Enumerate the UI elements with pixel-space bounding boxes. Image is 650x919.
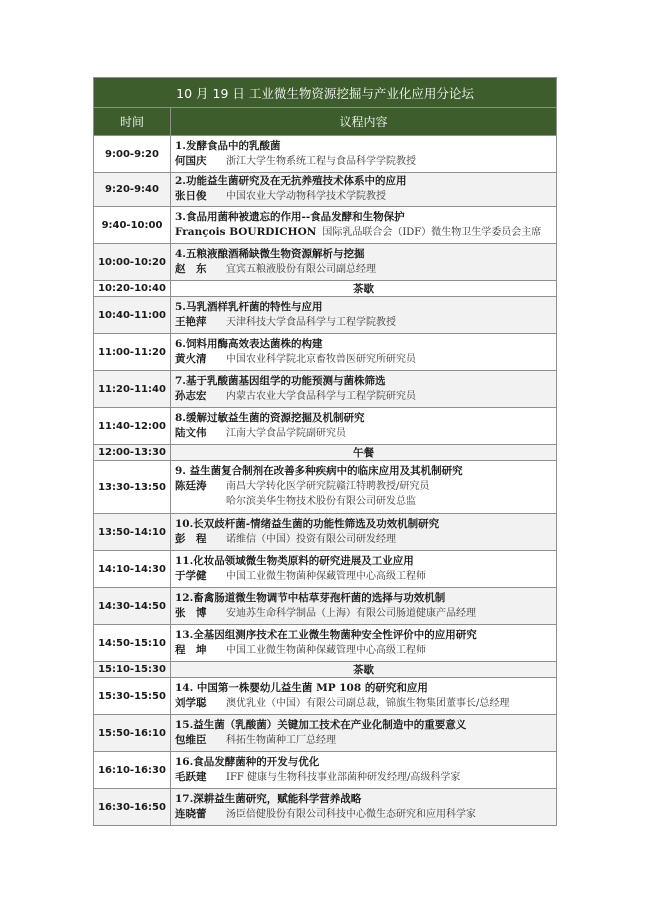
table-row [94,551,557,588]
agenda-table [93,77,557,826]
talk-title: 15.益生菌（乳酸菌）关键加工技术在产业化制造中的重要意义 [175,718,467,731]
speaker-affiliation: 天津科技大学食品科学与工程学院教授 [226,316,396,328]
talk-title: 1.发酵食品中的乳酸菌 [175,139,281,152]
speaker-affiliation: 内蒙古农业大学食品科学与工程学院研究员 [226,390,416,402]
talk-title: 12.畜禽肠道微生物调节中枯草芽孢杆菌的选择与功效机制 [175,591,446,604]
table-row [94,334,557,371]
time-cell: 15:10-15:30 [94,662,171,678]
talk-cell [171,588,557,625]
time-cell: 11:20-11:40 [94,371,171,408]
table-row [94,461,557,514]
speaker-affiliation: 中国农业大学动物科学技术学院教授 [226,191,386,202]
time-cell: 12:00-13:30 [94,445,171,461]
talk-cell [171,752,557,789]
speaker-affiliation: 安迪苏生命科学制品（上海）有限公司肠道健康产品经理 [226,607,476,619]
speaker-name: 孙志宏 [175,389,207,402]
talk-title: 16.食品发酵菌种的开发与优化 [175,755,320,768]
time-cell: 14:10-14:30 [94,551,171,588]
header-time: 时间 [94,108,171,136]
speaker-affiliation: 江南大学食品学院副研究员 [226,427,346,439]
talk-cell [171,136,557,173]
speaker-affiliation-2: 哈尔滨美华生物技术股份有限公司研发总监 [226,496,416,507]
agenda-body [94,78,557,826]
talk-title: 13.全基因组测序技术在工业微生物菌种安全性评价中的应用研究 [175,628,477,641]
talk-cell [171,715,557,752]
table-row [94,371,557,408]
talk-cell [171,551,557,588]
speaker-line [175,389,553,404]
talk-cell [171,207,557,244]
talk-cell [171,173,557,207]
talk-title: 6.饲料用酶高效表达菌株的构建 [175,337,323,350]
talk-title: 2.功能益生菌研究及在无抗养殖技术体系中的应用 [175,175,407,187]
table-row [94,244,557,281]
table-row [94,678,557,715]
speaker-name: 何国庆 [175,154,207,167]
time-cell: 16:10-16:30 [94,752,171,789]
talk-title: 11.化妆品领域微生物类原料的研究进展及工业应用 [175,554,414,567]
talk-title: 9. 益生菌复合制剂在改善多种疾病中的临床应用及其机制研究 [175,465,463,477]
table-row [94,588,557,625]
forum-title: 10 月 19 日 工业微生物资源挖掘与产业化应用分论坛 [94,78,557,108]
speaker-name: 包维臣 [175,733,207,746]
speaker-name: 陈廷涛 [175,480,207,492]
speaker-affiliation: 中国工业微生物菌种保藏管理中心高级工程师 [226,570,426,582]
talk-cell [171,371,557,408]
break-label: 茶歇 [171,662,557,678]
speaker-line [175,569,553,584]
speaker-affiliation: IFF 健康与生物科技事业部菌种研发经理/高级科学家 [226,771,461,783]
table-row [94,789,557,826]
time-cell: 14:50-15:10 [94,625,171,662]
time-cell: 9:20-9:40 [94,173,171,207]
speaker-line [175,225,553,240]
talk-cell [171,625,557,662]
speaker-line [175,426,553,441]
speaker-name: François BOURDICHON [175,225,317,238]
time-cell: 14:30-14:50 [94,588,171,625]
speaker-line [175,189,553,204]
talk-cell [171,297,557,334]
time-cell: 16:30-16:50 [94,789,171,826]
break-row [94,281,557,297]
speaker-affiliation: 国际乳品联合会（IDF）微生物卫生学委员会主席 [322,226,542,238]
talk-cell [171,789,557,826]
speaker-name: 王艳萍 [175,315,207,328]
time-cell: 10:00-10:20 [94,244,171,281]
speaker-name: 连晓蕾 [175,807,207,820]
talk-cell [171,408,557,445]
talk-cell [171,678,557,715]
header-content: 议程内容 [171,108,557,136]
time-cell: 9:40-10:00 [94,207,171,244]
speaker-name: 彭 程 [175,532,207,545]
talk-title: 5.马乳酒样乳杆菌的特性与应用 [175,300,323,313]
time-cell: 13:30-13:50 [94,461,171,514]
table-row [94,173,557,207]
speaker-line [175,262,553,277]
talk-title: 8.缓解过敏益生菌的资源挖掘及机制研究 [175,411,365,424]
table-row [94,752,557,789]
speaker-line [175,606,553,621]
speaker-line [175,532,553,547]
break-label: 茶歇 [171,281,557,297]
table-row [94,408,557,445]
speaker-affiliation: 汤臣倍健股份有限公司科技中心微生态研究和应用科学家 [226,808,476,820]
break-label: 午餐 [171,445,557,461]
talk-title: 14. 中国第一株婴幼儿益生菌 MP 108 的研究和应用 [175,681,428,694]
speaker-line [175,154,553,169]
speaker-line [175,733,553,748]
time-cell: 13:50-14:10 [94,514,171,551]
time-cell: 15:30-15:50 [94,678,171,715]
break-row [94,662,557,678]
speaker-line [175,696,553,711]
speaker-affiliation: 科拓生物菌种工厂总经理 [226,734,336,746]
time-cell: 10:40-11:00 [94,297,171,334]
speaker-name: 张 博 [175,606,207,619]
speaker-affiliation: 中国农业科学院北京畜牧兽医研究所研究员 [226,353,416,365]
speaker-affiliation: 南昌大学转化医学研究院赣江特聘教授/研究员 [226,481,430,492]
talk-title: 7.基于乳酸菌基因组学的功能预测与菌株筛选 [175,374,386,387]
talk-cell [171,244,557,281]
talk-cell [171,461,557,514]
speaker-name: 陆文伟 [175,426,207,439]
speaker-line [175,479,553,494]
speaker-affiliation: 浙江大学生物系统工程与食品科学学院教授 [226,155,416,167]
speaker-line [175,643,553,658]
table-row [94,715,557,752]
speaker-name: 于学健 [175,569,207,582]
talk-cell [171,334,557,371]
time-cell: 11:40-12:00 [94,408,171,445]
break-row [94,445,557,461]
talk-cell [171,514,557,551]
talk-title: 4.五粮液酿酒稀缺微生物资源解析与挖掘 [175,247,365,260]
forum-title-row [94,78,557,108]
time-cell: 10:20-10:40 [94,281,171,297]
time-cell: 11:00-11:20 [94,334,171,371]
speaker-line [175,352,553,367]
table-row [94,625,557,662]
speaker-affiliation: 诺维信（中国）投资有限公司研发经理 [226,533,396,545]
speaker-line [175,770,553,785]
speaker-line [175,315,553,330]
talk-title: 3.食品用菌种被遗忘的作用--食品发酵和生物保护 [175,210,405,223]
speaker-name: 刘学聪 [175,696,207,709]
table-row [94,207,557,244]
table-row [94,297,557,334]
speaker-affiliation: 宜宾五粮液股份有限公司副总经理 [226,263,376,275]
speaker-name: 毛跃建 [175,770,207,783]
speaker-name: 程 坤 [175,643,207,656]
speaker-name: 赵 东 [175,262,207,275]
speaker-affiliation: 澳优乳业（中国）有限公司副总裁，锦旗生物集团董事长/总经理 [226,697,510,709]
time-cell: 15:50-16:10 [94,715,171,752]
speaker-name: 张日俊 [175,190,207,202]
table-row [94,514,557,551]
time-cell: 9:00-9:20 [94,136,171,173]
speaker-line [175,807,553,822]
speaker-name: 黄火清 [175,352,207,365]
table-row [94,136,557,173]
talk-title: 10.长双歧杆菌-情绪益生菌的功能性筛选及功效机制研究 [175,517,440,530]
header-row [94,108,557,136]
speaker-affiliation: 中国工业微生物菌种保藏管理中心高级工程师 [226,644,426,656]
talk-title: 17.深耕益生菌研究，赋能科学营养战略 [175,792,362,805]
